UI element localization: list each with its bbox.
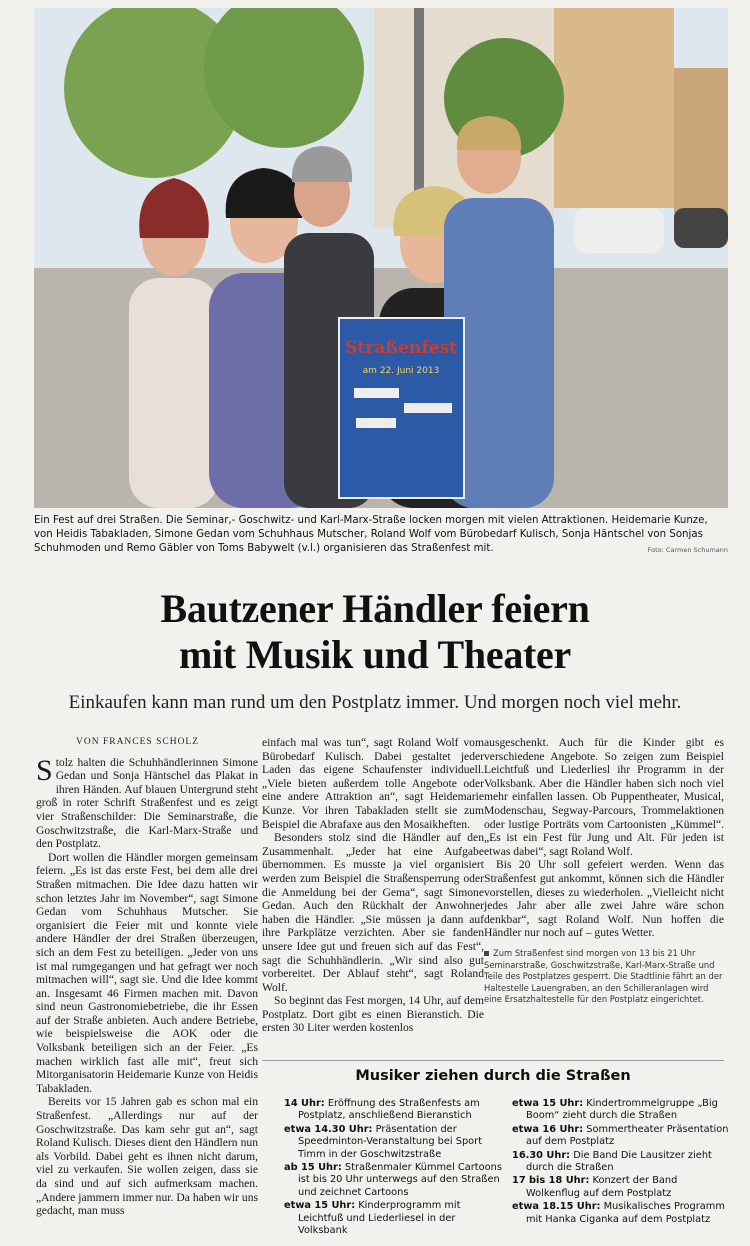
subheadline: Einkaufen kann man rund um den Postplatz immer. Und morgen noch viel mehr.	[68, 692, 682, 713]
schedule-item: etwa 18.15 Uhr: Musikalisches Programm mit Hanka Ciganka auf dem Postplatz	[512, 1201, 725, 1225]
article-column-2	[262, 736, 484, 1035]
schedule-title: Musiker ziehen durch die Straßen	[355, 1068, 631, 1084]
article-column-3	[484, 736, 724, 1006]
headline-line-1: Bautzener Händler feiern	[160, 586, 590, 631]
dropcap: S	[36, 753, 53, 787]
festival-poster	[339, 318, 464, 498]
schedule-item: 17 bis 18 Uhr: Konzert der Band Wolkenflug auf dem Postplatz	[512, 1175, 678, 1199]
byline: VON FRANCES SCHOLZ	[76, 737, 200, 747]
photo-credit: Foto: Carmen Schumann	[647, 546, 728, 554]
photo-illustration	[34, 8, 728, 508]
paragraph: Bereits vor 15 Jahren gab es schon mal ein Straßenfest. „Allerdings nur auf der Goschwitzstraße. Das kam sehr gut an“, sagt Roland Kulisch. Dieses dient den Händlern nun als Vorbild. Dabei geht es ihnen nicht darum, viel zu verkaufen. Sie wollen zeigen, dass sie da sind und auf sich aufmerksam machen. „Andere jammern immer nur. Da haben wir uns gedacht, man muss	[36, 1095, 258, 1218]
paragraph: So beginnt das Fest morgen, 14 Uhr, auf dem Postplatz. Dort gibt es einen Bieranstich. Die ersten 30 Liter werden kostenlos	[262, 994, 484, 1035]
paragraph: Besonders stolz sind die Händler auf den Zusammenhalt. „Jeder hat eine Aufgabe übernommen. Es musste ja viel organisiert werden zum Beispiel die Straßensperrung oder die Anmeldung bei der Gema“, sagt Simone Gedan. Auch den Rückhalt der Anwohner haben die Händler. „Sie müssen ja dann auf ihre Parkplätze verzichten. Aber sie fanden unsere Idee gut und freuen sich auf das Fest“, sagt die Schuhhändlerin. „Wir sind also gut vorbereitet. Der Ablauf steht“, sagt Roland Wolf.	[262, 831, 484, 994]
headline-line-2: mit Musik und Theater	[179, 632, 571, 677]
schedule-item: 14 Uhr: Eröffnung des Straßenfests am Postplatz, anschließend Bieranstich	[284, 1098, 480, 1122]
schedule-right	[512, 1098, 732, 1227]
schedule-item: etwa 15 Uhr: Kinderprogramm mit Leichtfuß und Liederliesel in der Volksbank	[284, 1200, 461, 1237]
article-photo	[34, 8, 728, 508]
paragraph: Bis 20 Uhr soll gefeiert werden. Wenn das Straßenfest gut ankommt, können sich die Händler vorstellen, dieses zu wiederholen. „Vielleicht nicht jedes Jahr aber alle zwei Jahre wäre schon denkbar“, sagt Roland Wolf. Nun hoffen die Händler nur noch auf – gutes Wetter.	[484, 858, 724, 940]
schedule-item: etwa 16 Uhr: Sommertheater Präsentation auf dem Postplatz	[512, 1123, 729, 1148]
info-box: Zum Straßenfest sind morgen von 13 bis 21 Uhr Seminarstraße, Goschwitzstraße, Karl-Marx-Straße und Teile des Postplatzes gesperrt. Die Stadtlinie fährt an der Haltestelle Lauengraben, an den Schilleranlagen wird eine Ersatzhaltestelle für den Postplatz eingerichtet.	[484, 947, 723, 1005]
square-bullet-icon	[484, 951, 489, 956]
headline	[0, 586, 750, 678]
svg-text:Straßenfest: Straßenfest	[345, 338, 457, 358]
schedule-item: etwa 14.30 Uhr: Präsentation der Speedminton-Veranstaltung bei Sport Timm in der Goschwitzstraße	[284, 1123, 483, 1160]
schedule-item: etwa 15 Uhr: Kindertrommelgruppe „Big Boom“ zieht durch die Straßen	[512, 1098, 718, 1122]
schedule-item: 16.30 Uhr: Die Band Die Lausitzer zieht durch die Straßen	[512, 1149, 712, 1174]
paragraph: ausgeschenkt. Auch für die Kinder gibt es verschiedene Angebote. So zeigen zum Beispiel Leichtfuß und Liederliesl ihr Programm in der Volksbank. Aber die Händler haben sich noch viel mehr einfallen lassen. Ob Puppentheater, Musical, Modenschau, Segway-Parcours, Trommelaktionen oder lustige Porträts vom Cartoonisten „Kümmel“. „Es ist ein Fest für Jung und Alt. Für jeden ist etwas dabei“, sagt Roland Wolf.	[484, 736, 724, 858]
article-column-1	[36, 736, 258, 1218]
schedule-left	[284, 1098, 504, 1238]
svg-text:am 22. Juni 2013: am 22. Juni 2013	[362, 366, 440, 376]
paragraph: Dort wollen die Händler morgen gemeinsam feiern. „Es ist das erste Fest, bei dem alle drei Straßen mitmachen. Die Idee dazu hatten wir schon letztes Jahr im November“, sagt Simone Gedan vom Schuhhaus Mutscher. Sie organisiert die Feier mit und konnte viele andere Händler der drei Straßen überzeugen, sich an dem Fest zu beteiligen. „Jeder von uns ist mal rumgegangen und hat gefragt wer noch mitmachen will“, sagt sie. Und die Idee kommt an. Insgesamt 46 Firmen machen mit. Davon sind neun Gastronomiebetriebe, die ihr Essen auf der Straße anbieten. Auch andere Betriebe, wie beispielsweise die AOK oder die Volksbank beteiligen sich an der Feier. „Es machen wirklich fast alle mit“, freut sich Mitorganisatorin Heidemarie Kunze von Heidis Tabakladen.	[36, 850, 258, 1095]
paragraph: einfach mal was tun“, sagt Roland Wolf vom Bürobedarf Kulisch. Dabei gestaltet jeder Laden das eigene Schaufenster individuell. „Viele bieten außerdem tolle Angebote oder eine andere Attraktion an“, sagt Heidemarie Kunze. Vor ihren Tabakladen stellt sie zum Beispiel die Abrafaxe aus den Mosaikheften.	[262, 736, 484, 831]
photo-caption: Ein Fest auf drei Straßen. Die Seminar,- Goschwitz- und Karl-Marx-Straße locken morgen mit vielen Attraktionen. Heidemarie Kunze, von Heidis Tabakladen, Simone Gedan vom Schuhhaus Mutscher, Roland Wolf vom Bürobedarf Kulisch, Sonja Häntschel von Sonjas Schuhmoden und Remo Gäbler von Toms Babywelt (v.l.) organisieren das Straßenfest mit.	[34, 515, 708, 554]
schedule-item: ab 15 Uhr: Straßenmaler Kümmel Cartoons ist bis 20 Uhr unterwegs auf den Straßen und zeichnet Cartoons	[284, 1162, 502, 1198]
paragraph: Stolz halten die Schuhhändlerinnen Simone Gedan und Sonja Häntschel das Plakat in ihren Händen. Auf blauen Untergrund steht groß in roter Schrift Straßenfest und es zeigt vier Straßenschilder: Die Seminarstraße, die Goschwitzstraße, die Karl-Marx-Straße und den Postplatz.	[36, 753, 258, 851]
divider	[262, 1060, 724, 1061]
